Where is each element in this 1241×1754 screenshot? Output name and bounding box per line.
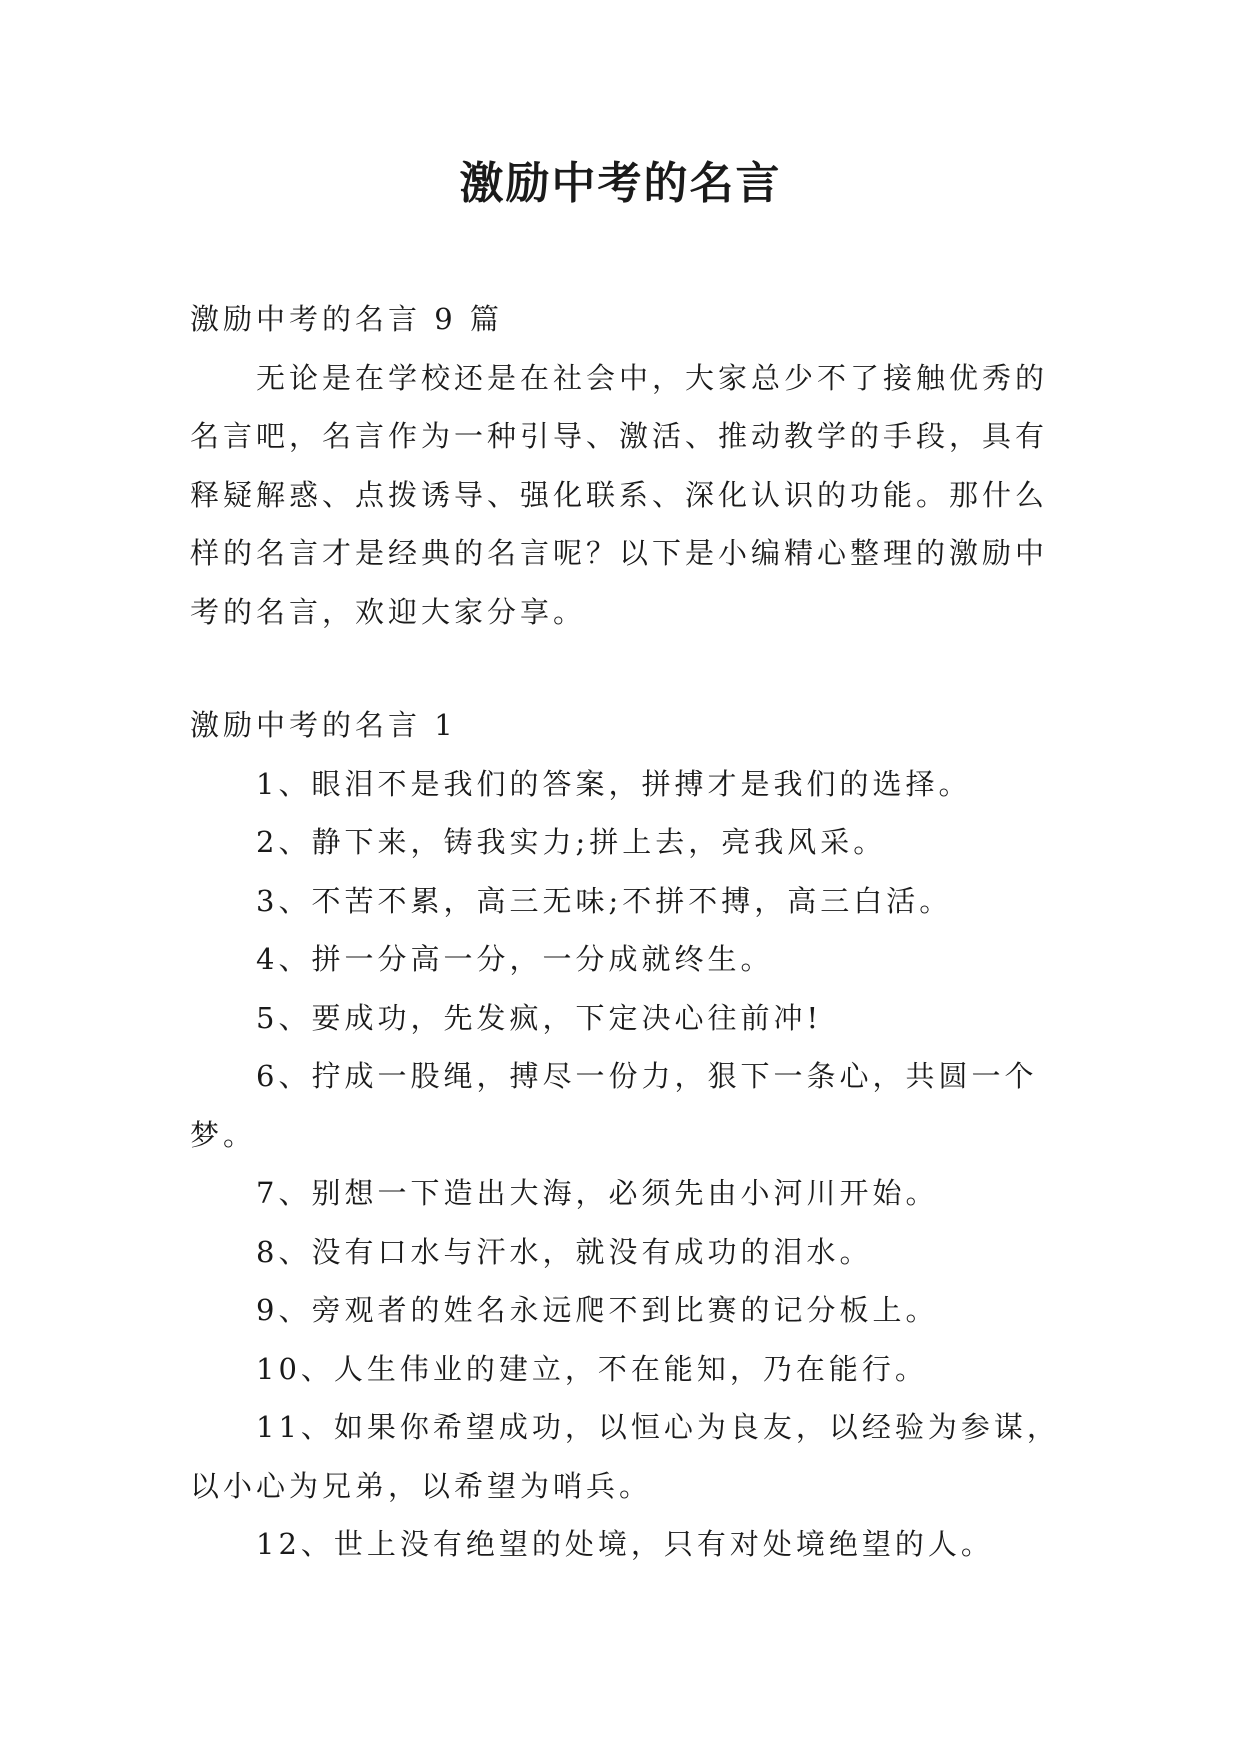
document-title: 激励中考的名言: [459, 158, 782, 209]
intro-paragraph: 无论是在学校还是在社会中，大家总少不了接触优秀的名言吧，名言作为一种引导、激活、推动教学的手段，具有释疑解惑、点拨诱导、强化联系、深化认识的功能。那什么样的名言才是经典的名言呢？以下是小编精心整理的激励中考的名言，欢迎大家分享。: [190, 360, 1049, 629]
quote-item: 12、世上没有绝望的处境，只有对处境绝望的人。: [256, 1527, 994, 1561]
document-subtitle: 激励中考的名言 9 篇: [190, 302, 503, 336]
quote-item: 6、拧成一股绳，搏尽一份力，狠下一条心，共圆一个梦。: [190, 1059, 1038, 1152]
section-heading: 激励中考的名言 1: [190, 708, 457, 742]
quote-item: 8、没有口水与汗水，就没有成功的泪水。: [256, 1234, 873, 1269]
document-body: [190, 290, 1060, 1574]
quote-item: 11、如果你希望成功，以恒心为良友，以经验为参谋，以小心为兄弟，以希望为哨兵。: [190, 1410, 1060, 1503]
quote-item: 3、不苦不累，高三无味;不拼不搏，高三白活。: [256, 883, 953, 918]
quote-item: 10、人生伟业的建立，不在能知，乃在能行。: [256, 1351, 928, 1386]
section-spacer: [190, 641, 1060, 696]
quote-item: 9、旁观者的姓名永远爬不到比赛的记分板上。: [256, 1293, 939, 1327]
quote-item: 4、拼一分高一分，一分成就终生。: [256, 942, 774, 976]
quote-item: 1、眼泪不是我们的答案，拼搏才是我们的选择。: [256, 766, 972, 801]
quote-item: 2、静下来，铸我实力;拼上去，亮我风采。: [256, 825, 887, 859]
quote-item: 7、别想一下造出大海，必须先由小河川开始。: [256, 1176, 939, 1210]
quote-list: [190, 755, 1060, 1574]
quote-item: 5、要成功，先发疯，下定决心往前冲!: [256, 1000, 823, 1035]
